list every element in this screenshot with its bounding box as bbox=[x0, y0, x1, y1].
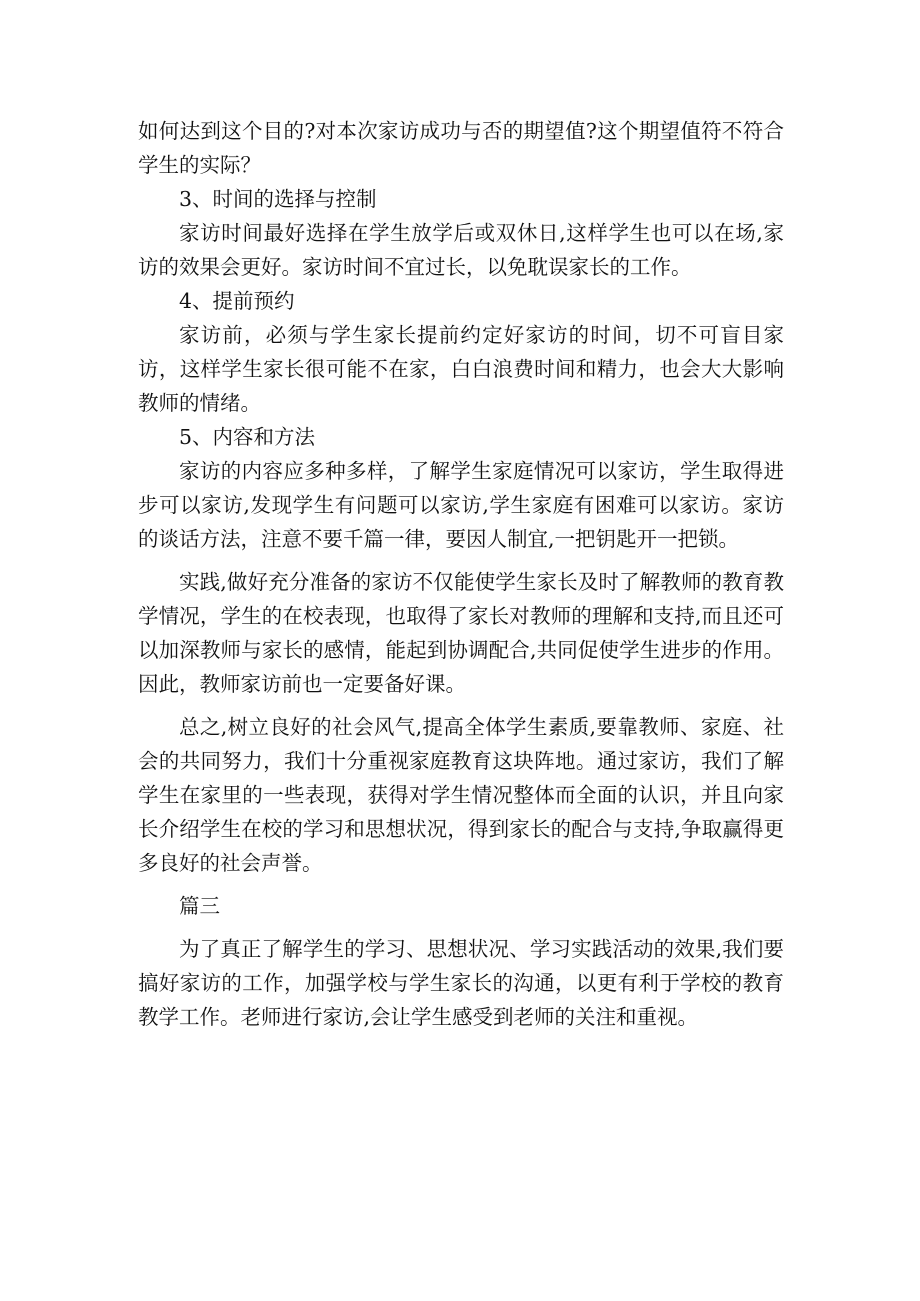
paragraph-content-method: 家访的内容应多种多样，了解学生家庭情况可以家访，学生取得进步可以家访,发现学生有问题可以家访,学生家庭有困难可以家访。家访的谈话方法，注意不要千篇一律，要因人制宜,一把钥匙开一把锁。 bbox=[138, 459, 784, 551]
paragraph-appointment: 家访前，必须与学生家长提前约定好家访的时间，切不可盲目家访，这样学生家长很可能不在家，白白浪费时间和精力，也会大大影响教师的情绪。 bbox=[138, 323, 784, 415]
section-heading-time: 3、时间的选择与控制 bbox=[179, 187, 377, 211]
section-heading-part-three: 篇三 bbox=[179, 894, 220, 918]
paragraph-time: 家访时间最好选择在学生放学后或双休日,这样学生也可以在场,家访的效果会更好。家访时间不宜过长，以免耽误家长的工作。 bbox=[138, 221, 784, 279]
section-heading-appointment: 4、提前预约 bbox=[179, 289, 295, 313]
paragraph-practice: 实践,做好充分准备的家访不仅能使学生家长及时了解教师的教育教学情况，学生的在校表现，也取得了家长对教师的理解和支持,而且还可以加深教师与家长的感情，能起到协调配合,共同促使学生进步的作用。因此，教师家访前也一定要备好课。 bbox=[138, 570, 784, 696]
paragraph-conclusion: 总之,树立良好的社会风气,提高全体学生素质,要靠教师、家庭、社会的共同努力，我们十分重视家庭教育这块阵地。通过家访，我们了解学生在家里的一些表现，获得对学生情况整体而全面的认识，并且向家长介绍学生在校的学习和思想状况，得到家长的配合与支持,争取赢得更多良好的社会声誉。 bbox=[138, 715, 784, 875]
section-heading-content-method: 5、内容和方法 bbox=[179, 425, 316, 449]
paragraph-part-three: 为了真正了解学生的学习、思想状况、学习实践活动的效果,我们要搞好家访的工作，加强学校与学生家长的沟通，以更有利于学校的教育教学工作。老师进行家访,会让学生感受到老师的关注和重视。 bbox=[138, 937, 784, 1029]
document-page bbox=[138, 114, 784, 1034]
paragraph-continuation: 如何达到这个目的?对本次家访成功与否的期望值?这个期望值符不符合学生的实际？ bbox=[138, 119, 784, 177]
